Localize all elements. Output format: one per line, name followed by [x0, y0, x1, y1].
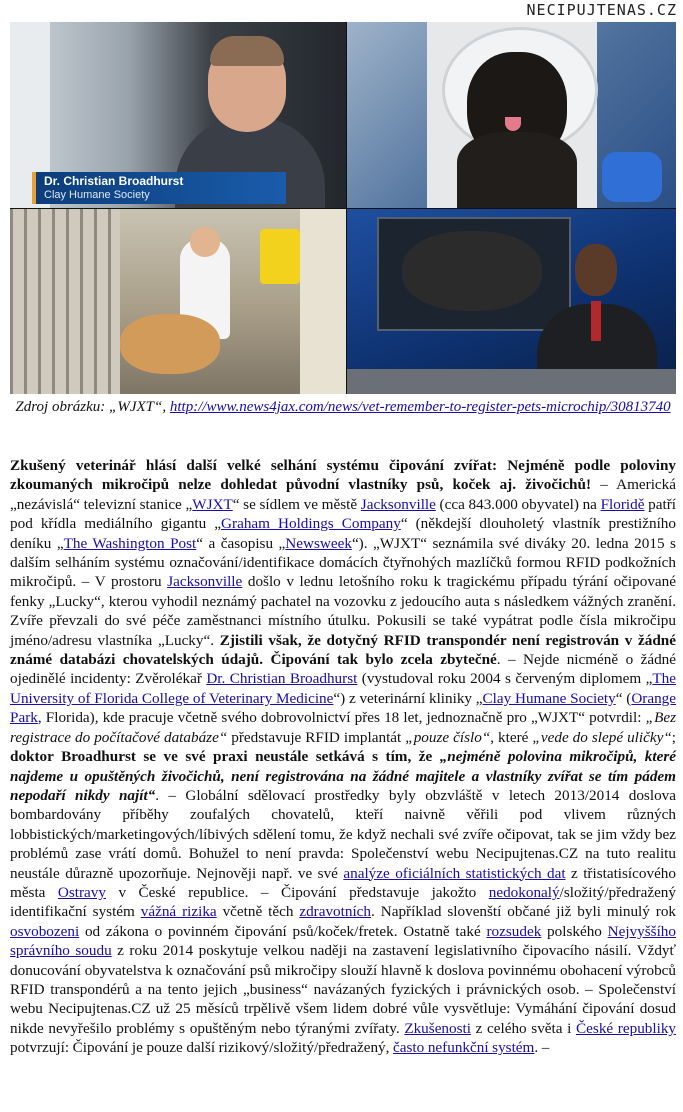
article-emphasis-text: Zkušený veterinář hlásí další velké selhání systému čipování zvířat: Nejméně podle poloviny zkoumaných mikročipů nelze dohledat původní vlastníky psů, koček aj. živočichů! [10, 457, 676, 494]
article-text: v České republice. – Čipování představuje jakožto [106, 883, 489, 901]
article-text: patří pod křídla mediálního gigantu „ [10, 495, 676, 533]
site-brand: NECIPUJTENAS.CZ [526, 1, 677, 19]
article-link[interactable]: Clay Humane Society [482, 689, 616, 707]
vet-interview-photo [10, 22, 346, 208]
article-text: “). „WJXT“ seznámila své diváky 20. ledna 2015 s dalším selháním systému označování/identifikace domácích čtyřnohých mazlíčků formou RFID podkožních mikročipů. – V prostoru [10, 534, 676, 591]
article-text: “ se sídlem ve městě [232, 495, 361, 513]
article-text: včetně těch [216, 903, 300, 921]
article-text: „Bez registrace do počítačové databáze“ [10, 709, 676, 746]
caption-source-link[interactable]: http://www.news4jax.com/news/vet-remember-to-register-pets-microchip/30813740 [169, 399, 671, 415]
article-text: „vede do slepé uličky“ [532, 728, 672, 746]
article-body [10, 456, 676, 1058]
article-link[interactable]: vážná rizika [140, 903, 217, 921]
article-link[interactable]: Nejvyššího správního soudu [10, 922, 676, 960]
article-emphasis-text: doktor Broadhurst se ve své praxi neustále setkává s tím, že [10, 748, 440, 766]
article-text: z celého světa i [470, 1019, 577, 1037]
banner-name: Dr. Christian Broadhurst [44, 174, 184, 188]
article-link[interactable]: České republiky [576, 1019, 677, 1037]
article-emphasis-text: „nejméně polovina mikročipů, které najdeme u opuštěných živočichů, není registrována na žádné majitele a vlastníky zvířat se tím pádem nepodaří nikdy najít“ [10, 748, 677, 804]
article-link[interactable]: rozsudek [486, 922, 542, 940]
article-text: “) z veterinární kliniky „ [333, 689, 483, 707]
article-text: . – Globální sdělovací prostředky byly obzvláště v letech 2013/2014 doslova bombardovány příběhy zoufalých chovatelů, kteří naivně věřili pod vlivem různých lobbistických/marketingových/líbivých sdělení tomu, že když nechali své zvíře očipovat, tak se jim vždy bez problémů zase vrátí domů. Bohužel to není pravda: Společenství webu Necipujtenas.CZ na tuto realitu neustále důrazně upozorňuje. Nejnověji např. ve své [10, 786, 676, 882]
article-text: z roku 2014 poskytuje velkou naději na zastavení legislativního čipovacího násilí. Vždyť donucování obyvatelstva k označování psů mikročipy slouží hlavně k doslova povinnému obohacení výrobců RFID transpondérů a na tento jejich „business“ navázaných fyzických i právnických osob. – Společenství webu Necipujtenas.CZ už 25 měsíců trpělivě všem lidem dobré vůle vysvětluje: Vymáhání čipování dosud nikde nevyřešilo problémy s opuštěným nebo týranými zvířaty. [10, 942, 677, 1037]
article-link[interactable]: zdravotních [299, 903, 372, 921]
article-text: došlo v lednu letošního roku k tragickému případu týrání očipované fenky „Lucky“, kterou vyhodil neznámý pachatel na vozovku z jedoucího auta s následkem vážných zranění. Zvíře převzali do své péče zaměstnanci místního útulku. Pokusili se také vypátrat podle čísla mikročipu jméno/adresu vlastníka „Lucky“. [10, 573, 676, 649]
news-anchor-photo [347, 209, 676, 394]
article-link[interactable]: Jacksonville [360, 495, 436, 513]
article-text: “ ( [615, 689, 632, 707]
article-link[interactable]: The University of Florida College of Veterinary Medicine [10, 670, 677, 707]
article-text: ; [671, 728, 677, 746]
article-link[interactable]: často nefunkční systém [393, 1039, 535, 1057]
article-text: , Florida), kde pracuje včetně svého dobrovolnictví přes 18 let, jednoznačně pro „WJXT“ potvrdil: [37, 709, 646, 727]
banner-organization: Clay Humane Society [44, 189, 150, 201]
name-banner [32, 172, 286, 204]
article-text: “ (někdejší dlouholetý vlastník prestižního deníku „ [10, 515, 676, 552]
article-text: potvrzují: Čipování je pouze další rizikový/složitý/předražený, [10, 1039, 394, 1057]
article-text: . – [534, 1039, 550, 1057]
article-link[interactable]: Jacksonville [167, 573, 243, 591]
article-link[interactable]: WJXT [192, 495, 233, 513]
article-link[interactable]: osvobozeni [10, 922, 80, 940]
article-link[interactable]: Ostravy [57, 883, 106, 901]
article-emphasis-text: Zjistili však, že dotyčný RFID transpondér není registrován v žádné známé databázi chovatelských údajů. Čipování tak bylo zcela zbytečné [10, 631, 676, 669]
article-text: od zákona o povinném čipování psů/koček/fretek. Ostatně také [79, 922, 487, 940]
article-link[interactable]: Graham Holdings Company [221, 515, 401, 533]
article-link[interactable]: The Washington Post [63, 534, 197, 552]
article-link[interactable]: Floridě [600, 495, 645, 513]
article-link[interactable]: Zkušenosti [404, 1019, 471, 1037]
article-link[interactable]: Newsweek [285, 534, 352, 552]
image-caption [10, 398, 676, 417]
dog-with-cone-photo [347, 22, 676, 208]
article-link[interactable]: nedokonalý [488, 883, 560, 901]
article-link[interactable]: Dr. Christian Broadhurst [206, 670, 358, 688]
article-text: (vystudoval roku 2004 s červeným diplomem „ [357, 670, 653, 688]
article-link[interactable]: analýze oficiálních statistických dat [343, 864, 566, 882]
article-text: – Americká „nezávislá“ televizní stanice „ [10, 476, 676, 513]
article-text: , které [490, 728, 533, 746]
article-text: (cca 843.000 obyvatel) na [435, 495, 601, 513]
article-text: /složitý/předražený identifikační systém [10, 883, 676, 921]
article-text: polského [541, 922, 608, 940]
shelter-vet-photo [10, 209, 346, 394]
article-text: . – Nejde nicméně o žádné ojedinělé incidenty: Zvěrolékař [10, 651, 676, 688]
article-text: představuje RFID implantát [227, 728, 406, 746]
article-link[interactable]: Orange Park [10, 689, 677, 727]
article-text: „pouze číslo“ [405, 728, 491, 746]
caption-prefix: Zdroj obrázku: „WJXT“, [15, 399, 170, 415]
news-image-collage [10, 22, 676, 394]
article-text: “ a časopisu „ [196, 534, 286, 552]
article-text: z třistatisícového města [10, 864, 676, 901]
article-text: . Například slovenští občané již byli minulý rok [371, 903, 677, 921]
